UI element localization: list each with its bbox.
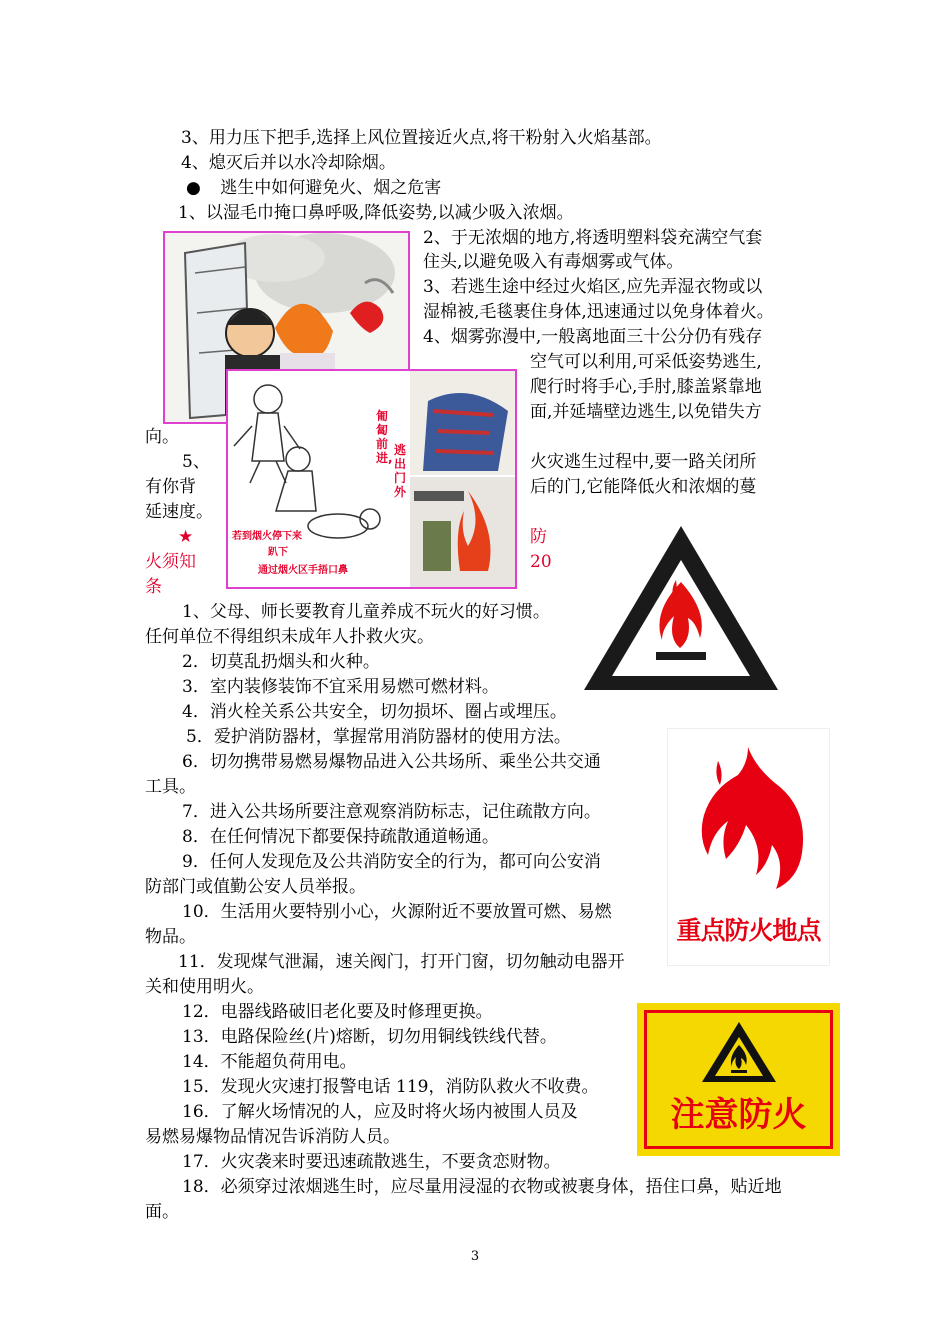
rule-9-line-1: 9．任何人发现危及公共消防安全的行为，都可向公安消 — [182, 852, 601, 872]
bottom-label-1: 若到烟火停下来 — [232, 531, 302, 542]
escape-tip-5-line-3: 延速度。 — [145, 502, 213, 522]
escape-tip-1: 1、以湿毛巾掩口鼻呼吸,降低姿势,以减少吸入浓烟。 — [178, 203, 574, 223]
escape-tip-3-line-1: 3、若逃生途中经过火焰区,应先弄湿衣物或以 — [423, 277, 763, 297]
flame-warning-icon — [578, 520, 784, 698]
bottom-label-3: 通过烟火区手捂口鼻 — [258, 565, 348, 576]
instruction-step-4: 4、熄灭后并以水冷却除烟。 — [181, 153, 396, 173]
escape-tip-2-line-1: 2、于无浓烟的地方,将透明塑料袋充满空气套 — [423, 228, 763, 248]
rule-14: 14．不能超负荷用电。 — [182, 1052, 357, 1072]
red-flame-icon — [668, 729, 829, 899]
rule-10-line-1: 10．生活用火要特别小心，火源附近不要放置可燃、易燃 — [182, 902, 612, 922]
rule-18-line-2: 面。 — [145, 1202, 179, 1222]
escape-heading — [186, 177, 441, 199]
rules-heading-fragment-2: 火须知 — [145, 552, 196, 572]
rule-18-line-1: 18．必须穿过浓烟逃生时，应尽量用浸湿的衣物或被裹身体，捂住口鼻，贴近地 — [182, 1177, 782, 1197]
crawl-label-1: 匍匐前进, — [376, 409, 393, 465]
rule-17: 17．火灾袭来时要迅速疏散逃生，不要贪恋财物。 — [182, 1152, 561, 1172]
escape-tip-4-line-1: 4、烟雾弥漫中,一般离地面三十公分仍有残存 — [423, 327, 763, 347]
fire-hazard-triangle-sign — [578, 520, 784, 698]
fire-caution-sign — [637, 1003, 840, 1156]
escape-tip-5-number: 5、 — [182, 452, 210, 472]
rule-15: 15．发现火灾速打报警电话 119，消防队救火不收费。 — [182, 1077, 599, 1097]
rules-heading-fragment-1: 防 — [530, 527, 547, 547]
rule-1-line-1: 1、父母、师长要教育儿童养成不玩火的好习惯。 — [182, 602, 550, 622]
rule-2: 2．切莫乱扔烟头和火种。 — [182, 652, 380, 672]
escape-tip-2-line-2: 住头,以避免吸入有毒烟雾或气体。 — [423, 252, 684, 272]
rule-6-line-1: 6．切勿携带易燃易爆物品进入公共场所、乘坐公共交通 — [182, 752, 601, 772]
instruction-step-3: 3、用力压下把手,选择上风位置接近火点,将干粉射入火焰基部。 — [181, 128, 662, 148]
rules-heading-fragment-4: 条 — [145, 577, 162, 597]
rule-16-line-2: 易燃易爆物品情况告诉消防人员。 — [145, 1127, 400, 1147]
rule-1-line-2: 任何单位不得组织未成年人扑救火灾。 — [145, 627, 434, 647]
rule-6-line-2: 工具。 — [145, 777, 196, 797]
rule-16-line-1: 16．了解火场情况的人，应及时将火场内被围人员及 — [182, 1102, 578, 1122]
rule-12: 12．电器线路破旧老化要及时修理更换。 — [182, 1002, 493, 1022]
rule-9-line-2: 防部门或值勤公安人员举报。 — [145, 877, 366, 897]
escape-tip-4-line-4: 面,并延墙壁边逃生,以免错失方 — [530, 402, 762, 422]
escape-tip-5-line-1: 火灾逃生过程中,要一路关闭所 — [530, 452, 757, 472]
escape-tip-4-line-3: 爬行时将手心,手肘,膝盖紧靠地 — [530, 377, 762, 397]
star-icon: ★ — [178, 527, 194, 547]
page-number: 3 — [470, 1249, 480, 1264]
key-fire-point-sign — [667, 728, 830, 966]
escape-heading-text: 逃生中如何避免火、烟之危害 — [220, 178, 442, 198]
rule-11-line-1: 11．发现煤气泄漏，速关阀门，打开门窗，切勿触动电器开 — [178, 952, 625, 972]
escape-tip-4-line-5: 向。 — [145, 427, 179, 447]
rule-10-line-2: 物品。 — [145, 927, 196, 947]
key-fire-point-label: 重点防火地点 — [676, 916, 821, 945]
rule-5: 5．爱护消防器材，掌握常用消防器材的使用方法。 — [186, 727, 571, 747]
rule-3: 3．室内装修装饰不宜采用易燃可燃材料。 — [182, 677, 499, 697]
rule-8: 8．在任何情况下都要保持疏散通道畅通。 — [182, 827, 499, 847]
bottom-label-2: 趴下 — [268, 547, 288, 558]
rule-11-line-2: 关和使用明火。 — [145, 977, 264, 997]
rules-heading-fragment-3: 20 — [530, 552, 552, 572]
crawl-label-2: 逃出门外 — [394, 443, 407, 499]
rule-4: 4．消火栓关系公共安全，切勿损坏、圈占或埋压。 — [182, 702, 567, 722]
rule-7: 7．进入公共场所要注意观察消防标志，记住疏散方向。 — [182, 802, 601, 822]
escape-tip-5-line-2b: 后的门,它能降低火和浓烟的蔓 — [530, 477, 757, 497]
fire-caution-label: 注意防火 — [670, 1095, 807, 1135]
rule-13: 13．电路保险丝(片)熔断，切勿用铜线铁线代替。 — [182, 1027, 557, 1047]
small-flame-warning-icon — [699, 1019, 779, 1085]
escape-tip-5-line-2a: 有你背 — [145, 477, 196, 497]
crawl-escape-illustration — [226, 369, 517, 589]
escape-tip-3-line-2: 湿棉被,毛毯裹住身体,迅速通过以免身体着火。 — [423, 302, 774, 322]
escape-tip-4-line-2: 空气可以利用,可采低姿势逃生, — [530, 352, 762, 372]
bullet-icon: ● — [186, 178, 201, 198]
